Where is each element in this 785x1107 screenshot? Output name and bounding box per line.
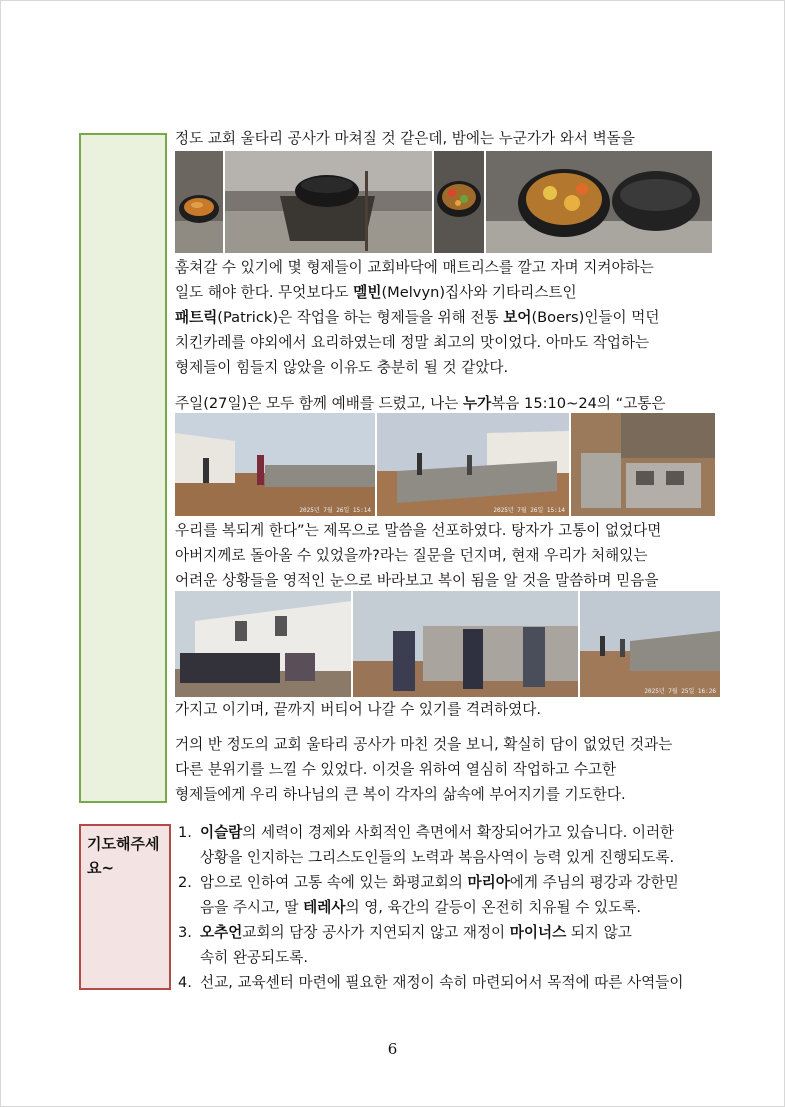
text-line: 우리를 복되게 한다”는 제목으로 말씀을 선포하였다. 탕자가 고통이 없었다면 (175, 522, 662, 539)
photo-two-pots-coals (486, 151, 712, 253)
text-line: 거의 반 정도의 교회 울타리 공사가 마친 것을 보니, 확실히 담이 없었던 것과는 (175, 736, 673, 753)
text-line: 훔쳐갈 수 있기에 몇 형제들이 교회바닥에 매트리스를 깔고 자며 지켜야하는 (175, 259, 654, 276)
photo-timestamp: 2025년 7월 26일 15:14 (493, 507, 565, 514)
text-line: 치킨카레를 야외에서 요리하였는데 정말 최고의 맛이었다. 아마도 작업하는 (175, 334, 650, 351)
photo-curry-pot-small (175, 151, 223, 253)
photo-row-construction-2 (175, 591, 720, 697)
green-side-box (79, 133, 167, 803)
text-line: 다른 분위기를 느낄 수 있었다. 이것을 위하여 열심히 작업하고 수고한 (175, 761, 617, 778)
prayer-item-1-cont: 상황을 인지하는 그리스도인들의 노력과 복음사역이 능력 있게 진행되도록. (200, 849, 675, 866)
photo-wall-progress (580, 591, 720, 697)
photo-vegetables-pot (434, 151, 484, 253)
text-line: 주일(27일)은 모두 함께 예배를 드렸고, 나는 누가복음 15:10~24의 “고통은 (175, 395, 666, 412)
text-line: 정도 교회 울타리 공사가 마쳐질 것 같은데, 밤에는 누군가가 와서 벽돌을 (175, 130, 635, 147)
text-line: 형제들에게 우리 하나님의 큰 복이 각자의 삶속에 부어지기를 기도한다. (175, 786, 626, 803)
photo-workers-laying-blocks (353, 591, 578, 697)
text-line: 어려운 상황들을 영적인 눈으로 바라보고 복이 됨을 알 것을 말씀하며 믿음을 (175, 572, 659, 589)
prayer-item-4: 4. 선교, 교육센터 마련에 필요한 재정이 속히 마련되어서 목적에 따른 사역들이 (178, 974, 684, 991)
prayer-item-2-cont: 음을 주시고, 딸 테레사의 영, 육간의 갈등이 온전히 치유될 수 있도록. (200, 899, 641, 916)
photo-row-cooking (175, 151, 712, 253)
text-line: 형제들이 힘들지 않았을 이유도 충분히 될 것 같았다. (175, 359, 509, 376)
text-line: 아버지께로 돌아올 수 있었을까?라는 질문을 던지며, 현재 우리가 처해있는 (175, 547, 648, 564)
prayer-item-1: 1. 이슬람의 세력이 경제와 사회적인 측면에서 확장되어가고 있습니다. 이러한 (178, 824, 675, 841)
text-line: 가지고 이기며, 끝까지 버티어 나갈 수 있기를 격려하였다. (175, 701, 541, 718)
prayer-item-2: 2. 암으로 인하여 고통 속에 있는 화평교회의 마리아에게 주님의 평강과 강한믿 (178, 874, 679, 891)
prayer-item-3-cont: 속히 완공되도록. (200, 949, 308, 966)
photo-congregation-group (175, 591, 351, 697)
prayer-label-box (79, 824, 171, 990)
page-number: 6 (387, 1040, 398, 1058)
photo-church-wall-building (175, 413, 375, 516)
prayer-item-3: 3. 오추언교회의 담장 공사가 지연되지 않고 재정이 마이너스 되지 않고 (178, 924, 632, 941)
prayer-label: 기도해주세요~ (87, 835, 160, 877)
text-line: 일도 해야 한다. 무엇보다도 멜빈(Melvyn)집사와 기타리스트인 (175, 284, 577, 301)
photo-row-construction-1 (175, 413, 715, 516)
photo-wall-workers (377, 413, 569, 516)
photo-timestamp: 2025년 7월 25일 16:26 (644, 688, 716, 695)
text-line: 패트릭(Patrick)은 작업을 하는 형제들을 위해 전통 보어(Boers)인들이 먹던 (175, 309, 660, 326)
photo-timestamp: 2025년 7월 26일 15:14 (299, 507, 371, 514)
photo-pot-on-stand (225, 151, 432, 253)
photo-cinder-blocks (571, 413, 715, 516)
